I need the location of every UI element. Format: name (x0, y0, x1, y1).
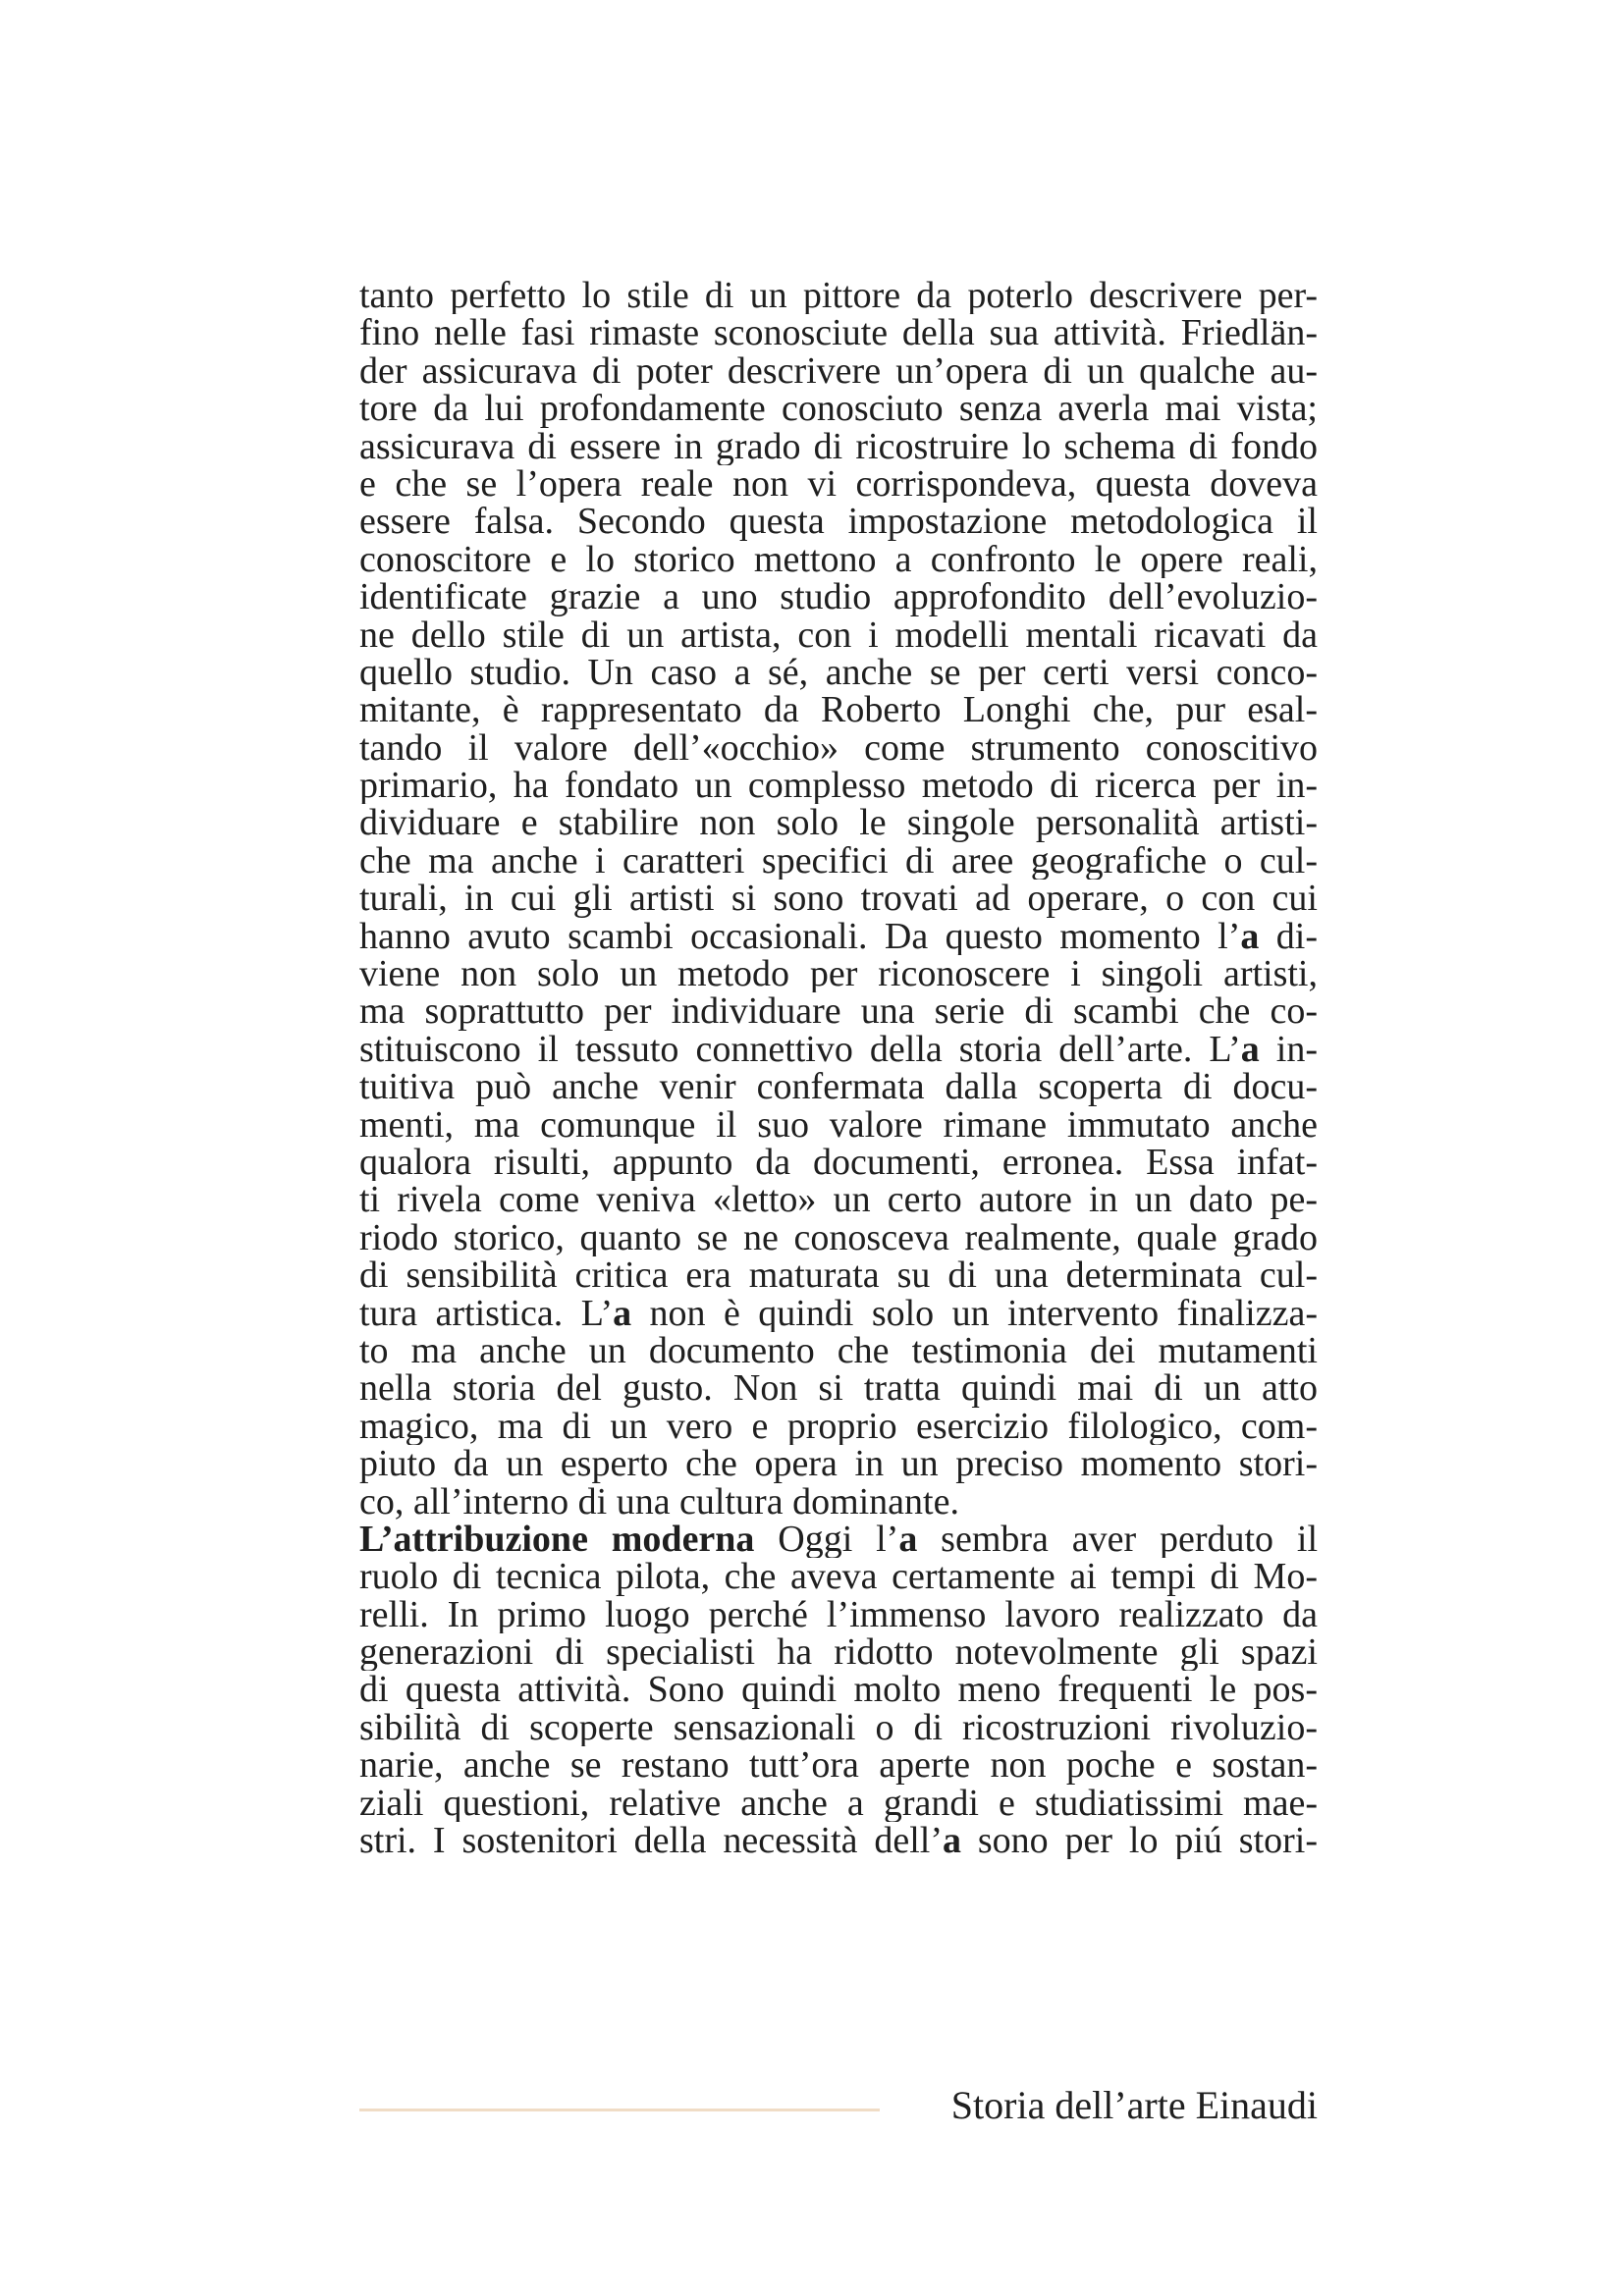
text-line (359, 1068, 1318, 1105)
text-line (359, 1822, 1318, 1859)
bold-term: a (943, 1822, 962, 1860)
text-line (359, 1219, 1318, 1256)
text-line (359, 1408, 1318, 1445)
text-segment: conoscitore e lo storico mettono a confronto le opere reali, (359, 540, 1318, 579)
text-segment: relli. In primo luogo perché l’immenso lavoro realizzato da (359, 1595, 1318, 1634)
text-line (359, 842, 1318, 880)
text-line (359, 314, 1318, 351)
text-line (359, 1785, 1318, 1822)
text-line (359, 1144, 1318, 1181)
text-segment: fino nelle fasi rimaste sconosciute della sua attività. Friedlän- (359, 314, 1318, 352)
text-segment: tore da lui profondamente conosciuto senza averla mai vista; (359, 390, 1318, 428)
text-segment: stri. I sostenitori della necessità dell’ (359, 1822, 944, 1860)
text-line (359, 729, 1318, 767)
text-line (359, 277, 1318, 314)
text-segment: nella storia del gusto. Non si tratta quindi mai di un atto (359, 1369, 1318, 1408)
bold-term: a (1240, 917, 1260, 956)
text-line (359, 1332, 1318, 1369)
text-line (359, 1633, 1318, 1671)
text-line (359, 1031, 1318, 1068)
text-line (359, 428, 1318, 465)
text-segment: stituiscono il tessuto connettivo della storia dell’arte. L’ (359, 1030, 1241, 1069)
bold-term: a (613, 1294, 632, 1332)
text-line (359, 616, 1318, 654)
text-segment: assicurava di essere in grado di ricostruire lo schema di fondo (359, 427, 1318, 465)
text-line (359, 1181, 1318, 1218)
text-line (359, 918, 1318, 955)
text-line (359, 804, 1318, 841)
text-segment: ruolo di tecnica pilota, che aveva certamente ai tempi di Mo- (359, 1558, 1318, 1596)
text-segment: ziali questioni, relative anche a grandi e studiatissimi mae- (359, 1784, 1318, 1823)
text-segment: ma soprattutto per individuare una serie di scambi che co- (359, 992, 1318, 1031)
text-segment: piuto da un esperto che opera in un preciso momento stori- (359, 1445, 1318, 1483)
text-segment: essere falsa. Secondo questa impostazione metodologica il (359, 503, 1318, 541)
text-segment: che ma anche i caratteri specifici di aree geografiche o cul- (359, 841, 1318, 881)
text-line (359, 1746, 1318, 1784)
bold-term: a (898, 1520, 918, 1559)
text-line (359, 465, 1318, 503)
text-segment: sono per lo piú stori- (961, 1822, 1318, 1860)
text-segment: di sensibilità critica era maturata su di una determinata cul- (359, 1256, 1318, 1295)
text-line (359, 654, 1318, 691)
text-segment: e che se l’opera reale non vi corrispondeva, questa doveva (359, 464, 1318, 504)
bold-term: a (1240, 1030, 1260, 1069)
text-segment: in- (1259, 1030, 1318, 1069)
bold-term: L’attribuzione moderna (359, 1520, 755, 1559)
text-line (359, 541, 1318, 578)
text-line (359, 1483, 1318, 1521)
text-segment: magico, ma di un vero e proprio esercizio filologico, com- (359, 1407, 1318, 1446)
text-segment: generazioni di specialisti ha ridotto notevolmente gli spazi (359, 1633, 1318, 1672)
text-segment: di questa attività. Sono quindi molto meno frequenti le pos- (359, 1671, 1318, 1709)
text-line (359, 1521, 1318, 1558)
text-segment: qualora risulti, appunto da documenti, erronea. Essa infat- (359, 1143, 1318, 1182)
text-segment: turali, in cui gli artisti si sono trovati ad operare, o con cui (359, 880, 1318, 918)
text-line (359, 1596, 1318, 1633)
text-line (359, 352, 1318, 390)
text-segment: sibilità di scoperte sensazionali o di ricostruzioni rivoluzio- (359, 1708, 1318, 1747)
text-line (359, 1256, 1318, 1294)
text-segment: non è quindi solo un intervento finalizza- (631, 1294, 1318, 1332)
text-line (359, 992, 1318, 1030)
text-line (359, 691, 1318, 728)
footer-title: Storia dell’arte Einaudi (950, 2083, 1318, 2127)
text-segment: ti rivela come veniva «letto» un certo autore in un dato pe- (359, 1181, 1318, 1219)
text-line (359, 503, 1318, 540)
text-segment: di- (1259, 917, 1318, 956)
text-segment: to ma anche un documento che testimonia dei mutamenti (359, 1331, 1318, 1370)
text-segment: quello studio. Un caso a sé, anche se per certi versi conco- (359, 653, 1318, 692)
text-line (359, 390, 1318, 427)
text-segment: Oggi l’ (754, 1520, 899, 1559)
text-segment: menti, ma comunque il suo valore rimane immutato anche (359, 1105, 1318, 1144)
text-segment: dividuare e stabilire non solo le singole personalità artisti- (359, 804, 1318, 842)
text-line (359, 955, 1318, 992)
text-line (359, 1671, 1318, 1708)
page-footer (359, 2081, 1318, 2130)
text-line (359, 767, 1318, 804)
text-segment: primario, ha fondato un complesso metodo di ricerca per in- (359, 767, 1318, 805)
text-segment: tuitiva può anche venir confermata dalla scoperta di docu- (359, 1068, 1318, 1106)
text-segment: riodo storico, quanto se ne conosceva realmente, quale grado (359, 1218, 1318, 1257)
text-segment: hanno avuto scambi occasionali. Da questo momento l’ (359, 917, 1241, 956)
text-line (359, 1369, 1318, 1407)
text-line (359, 1709, 1318, 1746)
text-segment: narie, anche se restano tutt’ora aperte non poche e sostan- (359, 1746, 1318, 1785)
text-segment: tando il valore dell’«occhio» come strumento conoscitivo (359, 728, 1318, 768)
text-line (359, 1295, 1318, 1332)
footer-rule (359, 2109, 880, 2111)
body-text (359, 277, 1318, 1859)
text-line (359, 1558, 1318, 1595)
text-line (359, 880, 1318, 917)
text-segment: der assicurava di poter descrivere un’opera di un qualche au- (359, 351, 1318, 391)
text-line (359, 1106, 1318, 1144)
text-segment: ne dello stile di un artista, con i modelli mentali ricavati da (359, 615, 1318, 654)
text-segment: sembra aver perduto il (917, 1520, 1318, 1559)
text-segment: mitante, è rappresentato da Roberto Longhi che, pur esal- (359, 691, 1318, 729)
text-segment: tanto perfetto lo stile di un pittore da poterlo descrivere per- (359, 277, 1318, 315)
text-segment: tura artistica. L’ (359, 1294, 614, 1332)
text-line (359, 1445, 1318, 1482)
text-segment: identificate grazie a uno studio approfondito dell’evoluzio- (359, 578, 1318, 616)
text-line (359, 578, 1318, 615)
text-segment: viene non solo un metodo per riconoscere i singoli artisti, (359, 955, 1318, 993)
text-segment: co, all’interno di una cultura dominante. (359, 1482, 959, 1521)
